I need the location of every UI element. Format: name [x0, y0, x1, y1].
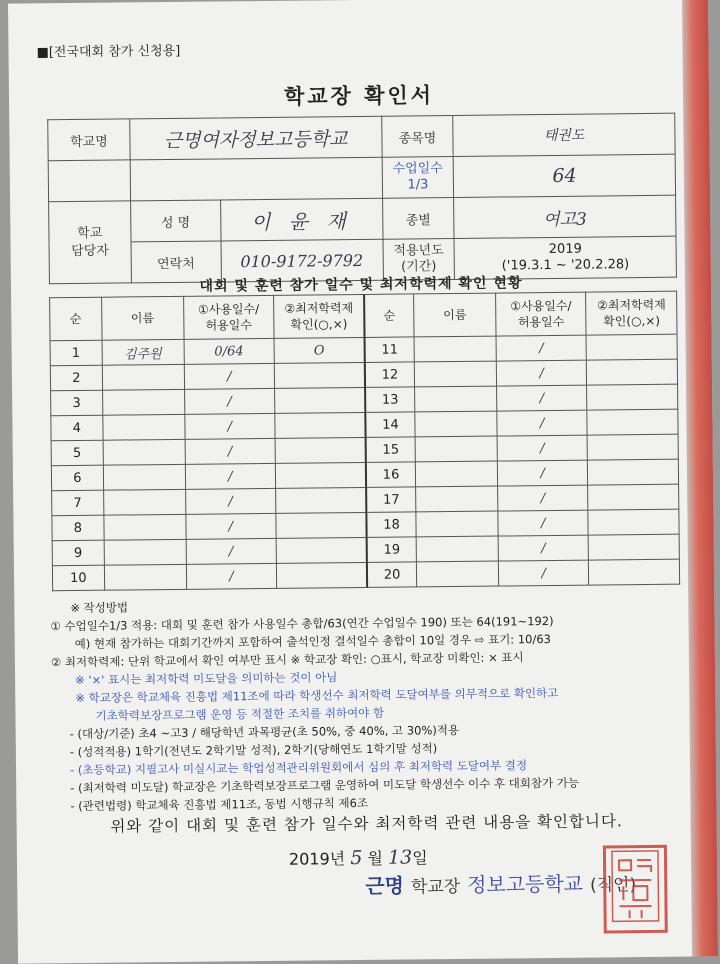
row-no: 9 [52, 540, 104, 566]
note-2: ② 최저학력제: 단위 학교에서 확인 여부만 표시 ※ 학교장 확인: ○표시, 학교장 미확인: × 표시 [50, 650, 524, 670]
row-days: 0/64 [184, 338, 275, 364]
row-check [275, 387, 366, 413]
row-name [416, 561, 498, 587]
year-label-1: 적용년도 [393, 243, 444, 259]
row-name: 김주원 [102, 339, 184, 365]
class-days-value: 64 [454, 154, 676, 197]
year-value-1: 2019 [548, 241, 582, 258]
row-check [275, 437, 366, 463]
row-check [276, 487, 367, 513]
document-title: 학교장 확인서 [283, 83, 435, 109]
row-days: / [184, 388, 275, 414]
row-name [104, 514, 186, 540]
row-days: / [497, 460, 588, 486]
row-check [276, 512, 367, 538]
row-no: 3 [51, 390, 103, 416]
row-check [275, 412, 366, 438]
row-no: 5 [51, 440, 103, 466]
row-check [588, 434, 679, 460]
row-name [103, 464, 185, 490]
row-no: 16 [366, 462, 416, 488]
event-label: 종별 [382, 198, 454, 240]
school-name-label: 학교명 [48, 119, 130, 161]
row-days: / [496, 335, 587, 361]
date-line [289, 845, 428, 869]
row-days: / [497, 410, 588, 436]
row-name [102, 389, 184, 415]
row-name [415, 386, 497, 412]
col-no-header: 순 [50, 297, 102, 341]
row-no: 17 [366, 487, 416, 513]
teacher-label-2: 담당자 [71, 243, 109, 259]
date-year: 2019 [288, 849, 330, 869]
col-min-header-2: 확인(○,×) [290, 317, 348, 332]
confirmation-text: 위와 같이 대회 및 훈련 참가 일수와 최저학력 관련 내용을 확인합니다. [110, 812, 623, 836]
row-no: 12 [365, 362, 415, 388]
note-9: - (관련법령) 학교체육 진흥법 제11조, 동법 시행규칙 제6조 [70, 795, 369, 814]
row-days: / [185, 513, 276, 539]
row-name [416, 486, 498, 512]
info-table [47, 113, 677, 285]
table-body [50, 334, 680, 591]
note-3: ※ '×' 표시는 최저학력 미도달을 의미하는 것이 아님 [75, 670, 338, 687]
row-days: / [186, 563, 277, 589]
col-name-header-r: 이름 [414, 293, 496, 337]
school-name-value: 근명여자정보고등학교 [130, 116, 382, 160]
row-days: / [497, 435, 588, 461]
seal-text: (직인) [589, 875, 637, 896]
row-no: 20 [367, 562, 417, 588]
section-title: 대회 및 훈련 참가 일수 및 최저학력제 확인 현황 [199, 275, 523, 295]
row-check [587, 409, 678, 435]
instructions [50, 593, 692, 816]
school-name-cont-2 [130, 157, 382, 201]
table-row [52, 559, 679, 591]
row-check [276, 562, 367, 588]
date-month: 5 [350, 847, 363, 870]
col-days-header [183, 295, 274, 339]
row-check [588, 459, 679, 485]
row-no: 11 [365, 337, 415, 363]
row-no: 6 [51, 465, 103, 491]
row-days: / [185, 438, 276, 464]
col-days-header-r-1: ①사용일수/ [510, 298, 572, 314]
row-name [103, 439, 185, 465]
col-days-header-r-2: 허용일수 [517, 314, 565, 330]
row-days: / [498, 560, 589, 586]
col-name-header: 이름 [101, 296, 183, 340]
note-1a: ① 수업일수1/3 적용: 대회 및 훈련 참가 사용일수 총합/63(연간 수업일수 190) 또는 64(191~192) [50, 613, 554, 634]
row-name [102, 364, 184, 390]
col-no-header-r: 순 [364, 294, 414, 338]
note-1b: 예) 현재 참가하는 대회기간까지 포함하여 출석인정 결석일수 총합이 10일 경우 ⇨ 표기: 10/63 [74, 632, 552, 652]
school-suffix: 정보고등학교 [467, 871, 584, 897]
row-name [104, 564, 186, 590]
row-check [587, 359, 678, 385]
row-no: 8 [52, 515, 104, 541]
note-7: - (초등학교) 지필고사 미실시교는 학업성적관리위원회에서 심의 후 최저학력 도달여부 결정 [69, 758, 528, 778]
document-sheet [8, 0, 718, 964]
row-days: / [498, 535, 589, 561]
row-name [104, 539, 186, 565]
col-min-header-1: ②최저학력제 [284, 301, 354, 316]
row-name [103, 489, 185, 515]
row-no: 2 [50, 365, 102, 391]
row-days: / [185, 463, 276, 489]
col-days-header-1: ①사용일수/ [197, 302, 260, 317]
note-5: - (대상/기준) 초4 ~고3 / 해당학년 과목평균(초 50%, 중 40%, 고 30%)적용 [69, 722, 460, 742]
principal-signature [365, 867, 636, 899]
row-days: / [184, 413, 275, 439]
row-no: 7 [52, 490, 104, 516]
red-seal-stamp [603, 845, 668, 934]
event-value: 여고3 [454, 195, 676, 238]
col-days-header-2: 허용일수 [205, 318, 252, 333]
row-days: / [185, 488, 276, 514]
row-days: / [496, 360, 587, 386]
row-check [275, 462, 366, 488]
contact-value: 010-9172-9792 [221, 239, 383, 282]
row-no: 13 [365, 387, 415, 413]
note-6: - (성적적용) 1학기(전년도 2학기말 성적), 2학기(당해연도 1학기말 성적) [69, 741, 438, 760]
row-check [274, 362, 365, 388]
row-name [414, 336, 496, 362]
row-days: / [498, 510, 589, 536]
row-days: / [186, 538, 277, 564]
sport-value: 태권도 [453, 113, 675, 156]
row-name [416, 511, 498, 537]
header-tag: ■[전국대회 참가 신청용] [36, 43, 181, 61]
row-name [416, 536, 498, 562]
row-no: 14 [365, 412, 415, 438]
row-no: 15 [366, 437, 416, 463]
participation-table [49, 291, 680, 592]
row-name [414, 361, 496, 387]
note-4b: 기초학력보장프로그램 운영 등 적절한 조치를 취하여야 함 [95, 705, 385, 723]
row-check: O [274, 337, 365, 363]
row-check [587, 384, 678, 410]
row-check [589, 534, 680, 560]
row-check [589, 559, 680, 585]
school-prefix: 근명 [365, 873, 405, 898]
sport-label: 종목명 [381, 116, 453, 158]
class-days-label-1: 수업일수 [392, 161, 443, 177]
date-month-unit: 월 [367, 848, 384, 868]
row-check [588, 509, 679, 535]
name-label: 성 명 [130, 200, 220, 242]
row-name [415, 461, 497, 487]
row-no: 10 [52, 565, 104, 591]
notes-heading: ※ 작성방법 [70, 600, 129, 616]
principal-title: 학교장 [410, 876, 461, 898]
row-no: 1 [50, 340, 102, 366]
note-4a: ※ 학교장은 학교체육 진흥법 제11조에 따라 학생선수 최저학력 도달여부를 의무적으로 확인하고 [75, 685, 559, 705]
table-header-row [50, 291, 677, 341]
date-year-unit: 년 [329, 849, 346, 869]
row-name [415, 411, 497, 437]
row-days: / [498, 485, 589, 511]
row-name [415, 436, 497, 462]
seal-pattern [609, 848, 662, 925]
date-day: 13 [387, 846, 413, 869]
row-check [588, 484, 679, 510]
class-days-label [382, 157, 454, 199]
col-min-header-r-2: 확인(○,×) [603, 313, 661, 329]
row-check [586, 334, 677, 360]
class-days-label-2: 1/3 [407, 177, 429, 193]
row-days: / [184, 363, 275, 389]
row-no: 18 [366, 512, 416, 538]
teacher-label [49, 201, 132, 284]
row-days: / [497, 385, 588, 411]
col-min-header-r [586, 291, 677, 335]
date-day-unit: 일 [412, 848, 428, 868]
row-no: 4 [51, 415, 103, 441]
row-no: 19 [367, 537, 417, 563]
row-name [103, 414, 185, 440]
year-label-2: (기간) [401, 259, 437, 275]
name-value: 이 윤 재 [220, 198, 382, 241]
row-check [276, 537, 367, 563]
note-8: - (최저학력 미도달) 학교장은 기초학력보장프로그램 운영하여 미도달 학생선수 이수 후 대회참가 가능 [70, 775, 580, 796]
col-days-header-r [496, 292, 587, 336]
year-value-2: ('19.3.1 ~ '20.2.28) [501, 257, 630, 274]
school-name-cont [48, 160, 130, 202]
col-min-header [274, 294, 365, 338]
contact-label: 연락처 [131, 241, 221, 283]
teacher-label-1: 학교 [77, 225, 103, 241]
col-min-header-r-1: ②최저학력제 [596, 297, 666, 313]
